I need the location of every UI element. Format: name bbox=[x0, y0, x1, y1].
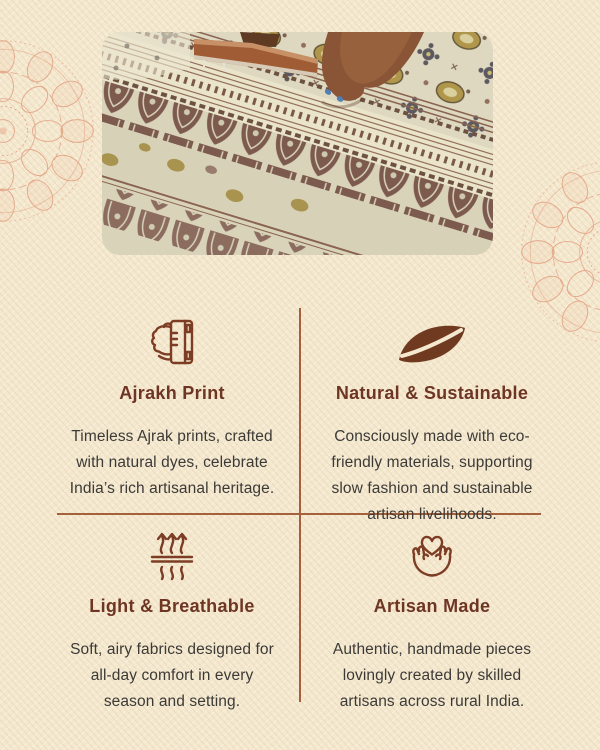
feature-text-line: lovingly created by skilled bbox=[342, 667, 522, 684]
leaf-icon bbox=[300, 313, 564, 371]
feature-light-breathable bbox=[40, 526, 304, 715]
feature-title: Light & Breathable bbox=[89, 596, 255, 616]
feature-description bbox=[40, 637, 304, 715]
feature-text-line: India’s rich artisanal heritage. bbox=[69, 480, 275, 497]
feature-ajrakh-print bbox=[40, 313, 304, 502]
feature-description bbox=[40, 424, 304, 502]
feature-text-line: slow fashion and sustainable bbox=[331, 480, 533, 497]
mandala-decoration-left bbox=[0, 36, 98, 226]
feature-text-line: with natural dyes, celebrate bbox=[76, 454, 268, 471]
feature-artisan-made bbox=[300, 526, 564, 715]
feature-title: Natural & Sustainable bbox=[335, 383, 529, 403]
feature-text-line: Timeless Ajrak prints, crafted bbox=[71, 428, 273, 445]
block-printing-photo bbox=[102, 32, 493, 255]
feature-text-line: all-day comfort in every bbox=[90, 667, 254, 684]
feature-title: Ajrakh Print bbox=[119, 383, 225, 403]
feature-description bbox=[300, 637, 564, 715]
feature-title: Artisan Made bbox=[373, 596, 491, 616]
feature-text-line: artisans across rural India. bbox=[339, 693, 525, 710]
feature-description bbox=[300, 424, 564, 528]
breathable-icon bbox=[40, 526, 304, 584]
feature-text-line: Authentic, handmade pieces bbox=[332, 641, 532, 658]
feature-text-line: Consciously made with eco- bbox=[334, 428, 530, 445]
hands-heart-icon bbox=[300, 526, 564, 584]
block-print-icon bbox=[40, 313, 304, 371]
feature-text-line: season and setting. bbox=[103, 693, 241, 710]
feature-text-line: friendly materials, supporting bbox=[331, 454, 533, 471]
feature-natural-sustainable bbox=[300, 313, 564, 528]
feature-text-line: artisan livelihoods. bbox=[367, 506, 497, 523]
feature-text-line: Soft, airy fabrics designed for bbox=[70, 641, 274, 658]
